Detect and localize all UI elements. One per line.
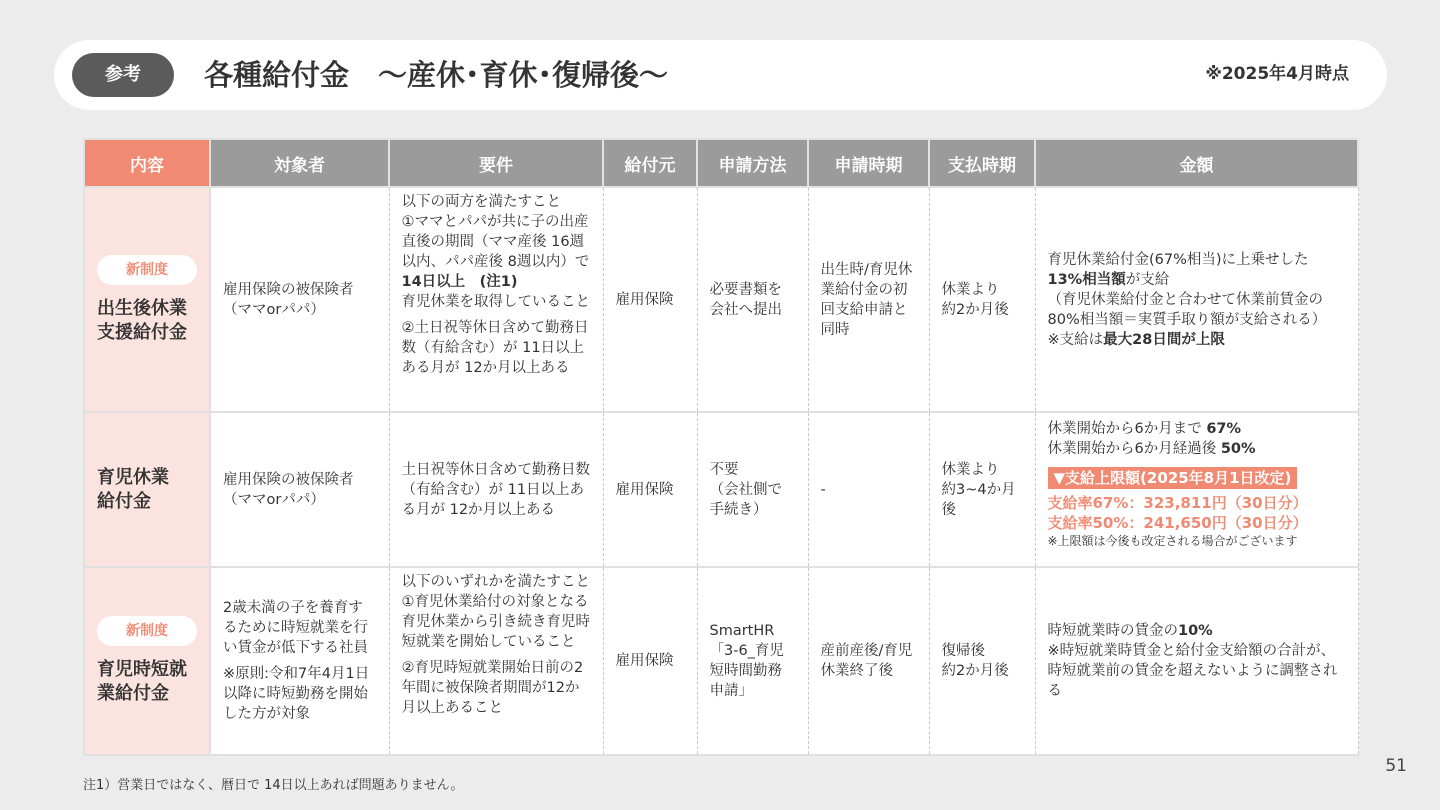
table-header-row bbox=[84, 139, 1358, 187]
benefit-name-line: 給付金 bbox=[97, 490, 151, 512]
amount-text bbox=[1048, 439, 1346, 459]
method-text: 会社へ提出 bbox=[709, 301, 782, 318]
apply-time-cell: - bbox=[808, 412, 929, 567]
target-cell bbox=[210, 187, 389, 412]
col-header-pay-time: 支払時期 bbox=[929, 139, 1035, 187]
col-header-apply-time: 申請時期 bbox=[808, 139, 929, 187]
new-system-tag: 新制度 bbox=[97, 616, 197, 646]
amount-text: ※時短就業時賃金と給付金支給額の合計が、時短就業前の賃金を超えないように調整される bbox=[1047, 643, 1338, 699]
amount-text bbox=[1048, 270, 1346, 290]
limit-title-box: ▼支給上限額(2025年8月1日改定) bbox=[1048, 467, 1298, 489]
amount-text: 育児休業給付金(67%相当)に上乗せした bbox=[1047, 251, 1309, 268]
limit-note: ※上限額は今後も改定される場合がございます bbox=[1047, 534, 1298, 548]
pay-time-cell bbox=[929, 567, 1035, 755]
method-text: 不要 bbox=[709, 461, 739, 478]
pay-time-text: 休業より bbox=[941, 461, 1000, 478]
amount-cell bbox=[1035, 567, 1358, 755]
col-header-source: 給付元 bbox=[603, 139, 697, 187]
target-text: （ママorパパ） bbox=[223, 301, 325, 318]
apply-time-cell: 産前産後/育児休業終了後 bbox=[808, 567, 929, 755]
amount-text-part: 時短就業時の賃金の bbox=[1047, 623, 1178, 639]
amount-text-part: が支給 bbox=[1125, 271, 1170, 288]
amount-emphasis: 13%相当額 bbox=[1047, 271, 1126, 288]
target-text: 雇用保険の被保険者 bbox=[223, 281, 354, 298]
col-header-content: 内容 bbox=[84, 139, 210, 187]
pay-time-text: 約2か月後 bbox=[941, 663, 1009, 679]
benefit-name-line: 育児休業 bbox=[97, 466, 169, 488]
amount-emphasis: 最大28日間が上限 bbox=[1103, 331, 1225, 348]
requirement-text bbox=[402, 212, 591, 312]
target-text: （ママorパパ） bbox=[223, 491, 325, 508]
rate-67-text: 支給率67%：323,811円（30日分） bbox=[1047, 494, 1308, 512]
title-bar bbox=[54, 40, 1387, 110]
table-row bbox=[84, 187, 1358, 412]
requirement-text: ②育児時短就業開始日前の2年間に被保険者期間が12か月以上あること bbox=[401, 660, 584, 716]
requirements-cell bbox=[389, 567, 603, 755]
pay-time-cell bbox=[929, 187, 1035, 412]
requirements-cell bbox=[389, 187, 603, 412]
method-cell bbox=[697, 187, 808, 412]
source-cell: 雇用保険 bbox=[603, 567, 697, 755]
reference-badge: 参考 bbox=[72, 53, 174, 97]
target-text: 雇用保険の被保険者 bbox=[223, 471, 354, 488]
target-note: ※原則:令和7年4月1日以降に時短勤務を開始した方が対象 bbox=[223, 666, 370, 722]
requirement-text: 以下のいずれかを満たすこと bbox=[401, 574, 590, 590]
page-number: 51 bbox=[1385, 756, 1407, 776]
benefit-name-cell bbox=[84, 567, 210, 755]
benefit-name-cell bbox=[84, 187, 210, 412]
method-text: 手続き） bbox=[709, 501, 768, 518]
requirement-text: ②土日祝等休日含めて勤務日数（有給含む）が 11日以上ある月が 12か月以上ある bbox=[401, 320, 589, 376]
amount-text: （育児休業給付金と合わせて休業前賃金の80%相当額＝実質手取り額が支給される） bbox=[1047, 291, 1327, 328]
amount-text-part: 休業開始から6か月経過後 bbox=[1047, 441, 1217, 457]
amount-emphasis: 50% bbox=[1220, 441, 1256, 457]
benefits-table bbox=[83, 138, 1359, 756]
page-title: 各種給付金 〜産休･育休･復帰後〜 bbox=[204, 58, 669, 92]
amount-emphasis: 67% bbox=[1206, 421, 1242, 437]
pay-time-text: 復帰後 bbox=[941, 643, 985, 659]
amount-text-part: ※支給は bbox=[1047, 331, 1104, 348]
requirement-text: ①育児休業給付の対象となる育児休業から引き続き育児時短就業を開始していること bbox=[401, 594, 590, 650]
amount-text bbox=[1048, 330, 1346, 350]
method-text: 必要書類を bbox=[709, 281, 782, 298]
target-cell bbox=[210, 412, 389, 567]
method-text: SmartHR bbox=[709, 623, 775, 639]
table-row bbox=[84, 412, 1358, 567]
amount-cell bbox=[1035, 412, 1358, 567]
pay-time-cell bbox=[929, 412, 1035, 567]
amount-text bbox=[1048, 621, 1346, 641]
col-header-target: 対象者 bbox=[210, 139, 389, 187]
pay-time-text: 休業より bbox=[941, 281, 1000, 298]
requirements-cell: 土日祝等休日含めて勤務日数（有給含む）が 11日以上ある月が 12か月以上ある bbox=[389, 412, 603, 567]
new-system-tag: 新制度 bbox=[97, 255, 197, 285]
footnote: 注1）営業日ではなく、暦日で 14日以上あれば問題ありません。 bbox=[83, 778, 464, 793]
method-text: 「3-6_育児短時間勤務申請」 bbox=[709, 643, 784, 699]
method-cell bbox=[697, 567, 808, 755]
pay-time-text: 約3~4か月後 bbox=[941, 481, 1016, 518]
as-of-date: ※2025年4月時点 bbox=[1205, 64, 1349, 84]
amount-cell bbox=[1035, 187, 1358, 412]
col-header-requirements: 要件 bbox=[389, 139, 603, 187]
table-row bbox=[84, 567, 1358, 755]
method-text: （会社側で bbox=[709, 481, 782, 498]
amount-text-part: 休業開始から6か月まで bbox=[1047, 421, 1202, 437]
target-cell bbox=[210, 567, 389, 755]
requirement-emphasis: 14日以上 (注1) bbox=[401, 274, 518, 290]
source-cell: 雇用保険 bbox=[603, 412, 697, 567]
benefit-name-line: 育児時短就 bbox=[97, 659, 187, 680]
amount-emphasis: 10% bbox=[1178, 623, 1213, 639]
amount-text bbox=[1048, 419, 1346, 439]
col-header-method: 申請方法 bbox=[697, 139, 808, 187]
method-cell bbox=[697, 412, 808, 567]
rate-50-text: 支給率50%：241,650円（30日分） bbox=[1047, 514, 1308, 532]
target-text: 2歳未満の子を養育するために時短就業を行い賃金が低下する社員 bbox=[223, 600, 368, 656]
source-cell: 雇用保険 bbox=[603, 187, 697, 412]
pay-time-text: 約2か月後 bbox=[941, 301, 1009, 318]
benefit-name-line: 出生後休業 bbox=[97, 297, 187, 319]
benefit-name-cell bbox=[84, 412, 210, 567]
benefit-name-line: 支援給付金 bbox=[97, 321, 187, 343]
requirement-text-part: 育児休業を取得していること bbox=[401, 294, 590, 310]
benefit-name-line: 業給付金 bbox=[97, 683, 169, 704]
col-header-amount: 金額 bbox=[1035, 139, 1358, 187]
requirement-text: 以下の両方を満たすこと bbox=[401, 194, 561, 210]
requirement-text-part: ①ママとパパが共に子の出産直後の期間（ママ産後 16週以内、パパ産後 8週以内）で bbox=[401, 214, 590, 270]
apply-time-cell: 出生時/育児休業給付金の初回支給申請と同時 bbox=[808, 187, 929, 412]
